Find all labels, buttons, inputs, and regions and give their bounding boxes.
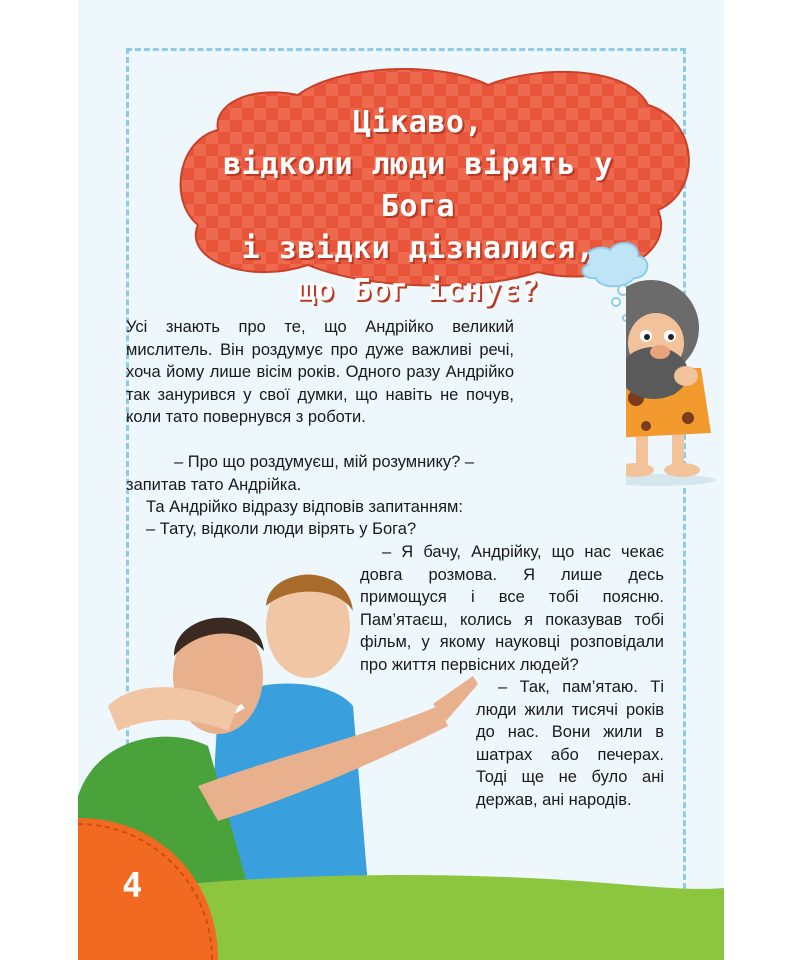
heading-line-3: і звідки дізналися,: [241, 231, 595, 266]
intro-paragraph: Усі знають про те, що Андрійко великий мислитель. Він роздумує про дуже важливі речі, хоча йому лише вісім років. Одного разу Андрійко так занурився у свої думки, що навіть не почув, коли тато повернувся з роботи.: [126, 318, 514, 426]
heading-line-2: відколи люди вірять у Бога: [223, 147, 613, 224]
andriy-answer: – Так, пам’ятаю. Ті люди жили тисячі років до нас. Вони жили в шатрах або печерах. Тоді ще не було ані держав, ані народів.: [476, 678, 664, 809]
page-number: 4: [122, 866, 143, 906]
caveman-illustration: [626, 248, 716, 488]
andriy-question: – Тату, відколи люди вірять у Бога?: [146, 520, 417, 538]
book-page: [78, 0, 724, 960]
dad-answer: – Я бачу, Андрійку, що нас чекає довга розмова. Я лише десь примощуся і все тобі поясню. Пам’ятаєш, колись я показував тобі фільм, у якому науковці розповідали про життя первісних людей?: [360, 543, 664, 674]
page-number-corner: [78, 818, 218, 960]
reply-intro: Та Андрійко відразу відповів запитанням:: [146, 498, 463, 516]
heading-line-1: Цікаво,: [353, 105, 483, 140]
heading-line-4: що Бог існує?: [297, 273, 539, 308]
dad-question: – Про що роздумуєш, мій розумнику? – запитав тато Андрійка.: [126, 453, 475, 494]
page-heading: [178, 102, 658, 312]
